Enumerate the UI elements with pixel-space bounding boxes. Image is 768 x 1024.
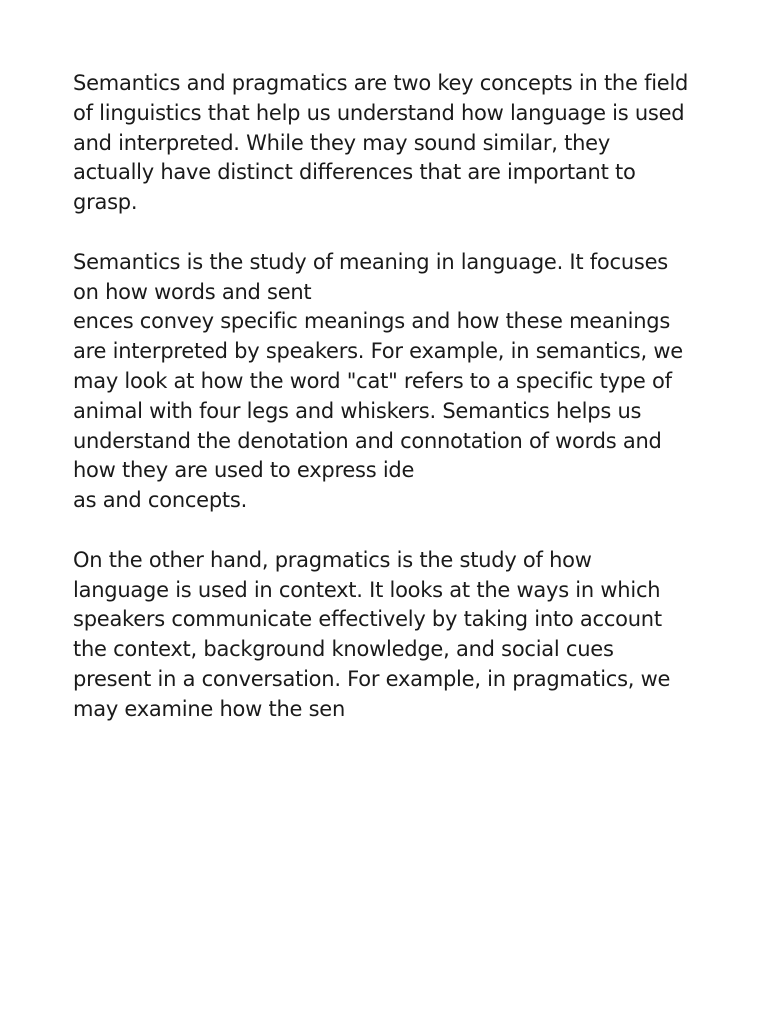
text-line: may look at how the word "cat" refers to a specific type of (73, 368, 672, 393)
text-line: how they are used to express ide (73, 458, 415, 483)
text-line: are interpreted by speakers. For example, in semantics, we (73, 339, 683, 364)
text-line: Semantics and pragmatics are two key concepts in the field (73, 71, 689, 95)
paragraph-intro (73, 69, 713, 218)
text-line: Semantics is the study of meaning in language. It focuses (73, 249, 668, 274)
text-line: present in a conversation. For example, in pragmatics, we (73, 666, 671, 691)
text-line: animal with four legs and whiskers. Semantics helps us (73, 398, 642, 423)
text-line: language is used in context. It looks at the ways in which (73, 577, 661, 602)
text-line: On the other hand, pragmatics is the study of how (73, 547, 592, 572)
text-line: ences convey specific meanings and how these meanings (73, 309, 671, 334)
text-line: on how words and sent (73, 279, 312, 304)
paragraph-pragmatics (73, 546, 713, 725)
text-line: actually have distinct differences that are important to (73, 160, 636, 185)
text-line: as and concepts. (73, 488, 248, 513)
text-line: the context, background knowledge, and social cues (73, 637, 614, 662)
paragraph-semantics (73, 248, 713, 516)
text-line: of linguistics that help us understand how language is used (73, 100, 685, 125)
text-line: may examine how the sen (73, 696, 346, 721)
text-line: and interpreted. While they may sound similar, they (73, 130, 611, 155)
text-line: grasp. (73, 190, 138, 215)
text-line: speakers communicate effectively by taking into account (73, 607, 662, 632)
text-line: understand the denotation and connotation of words and (73, 428, 662, 453)
document-body (73, 69, 713, 754)
